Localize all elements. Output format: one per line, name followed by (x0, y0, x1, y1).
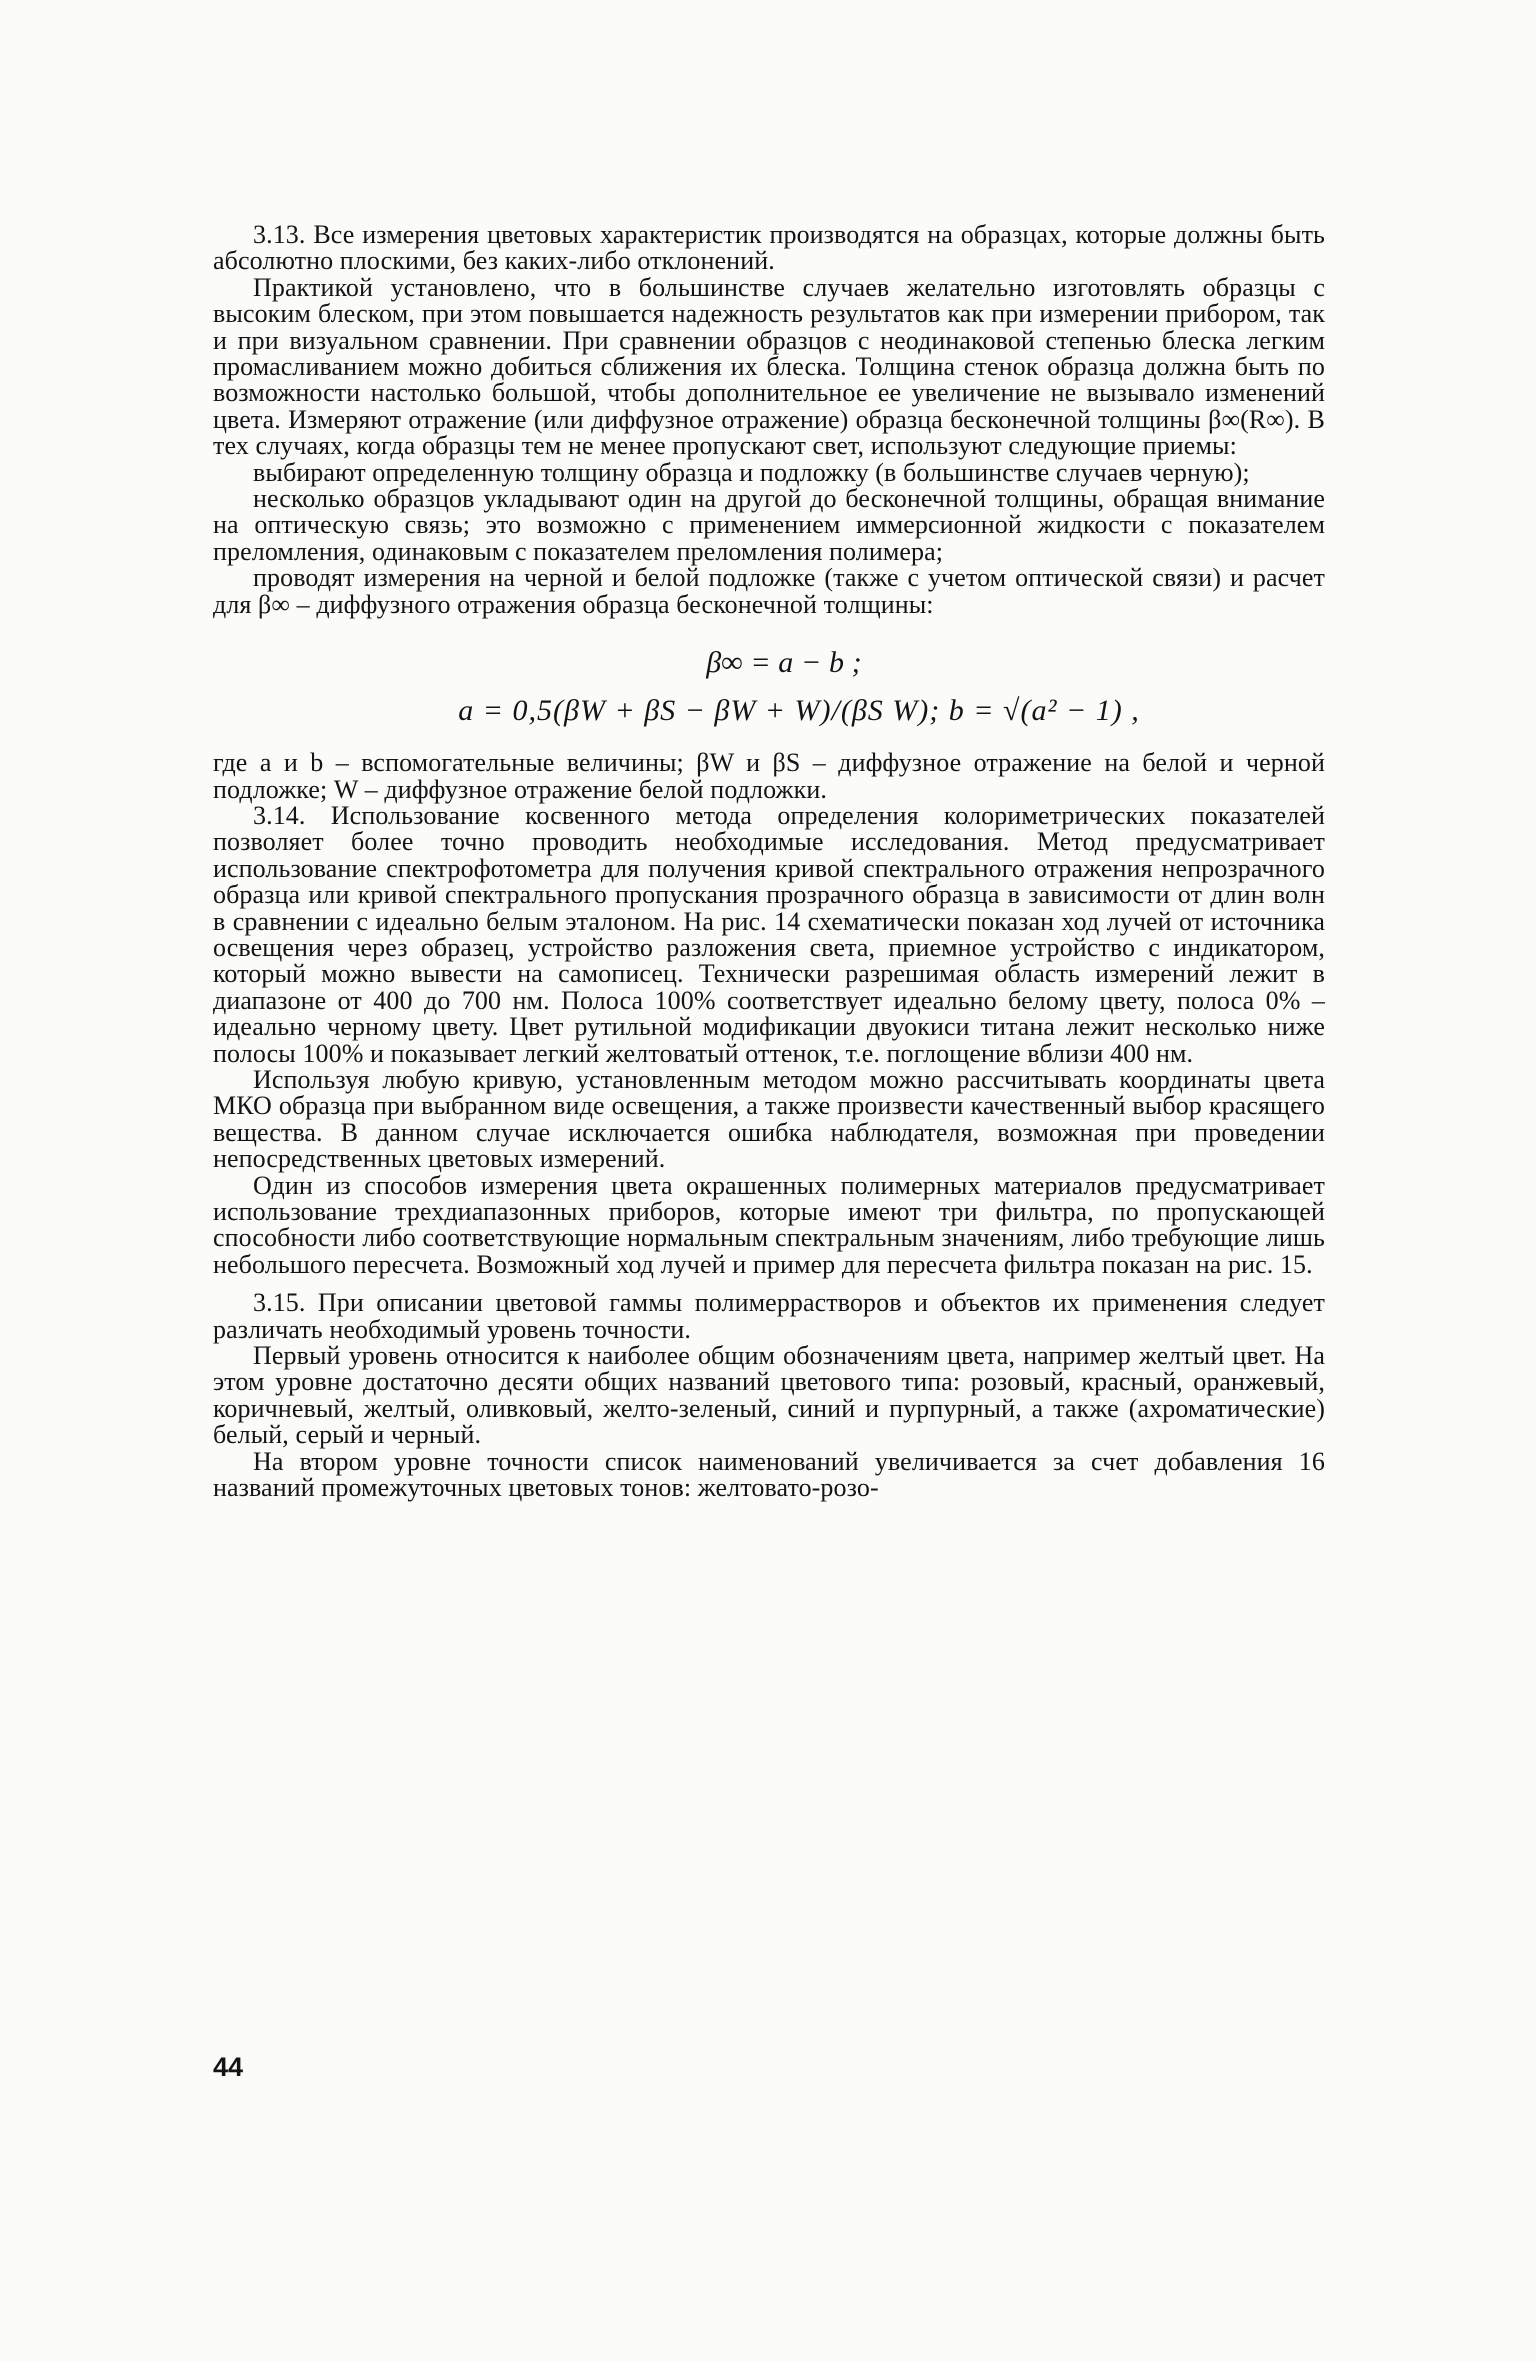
paragraph-method-2: несколько образцов укладывают один на другой до бесконечной толщины, обращая внимание на оптическую связь; это возможно с применением иммерсионной жидкости с показателем преломления, одинаковым с показателем преломления полимера; (213, 484, 1325, 566)
body-text (213, 222, 1325, 1501)
paragraph-second-level: На втором уровне точности список наименований увеличивается за счет добавления 16 названий промежуточных цветовых тонов: желтовато-розо- (213, 1446, 1325, 1503)
paragraph-where: где a и b – вспомогательные величины; βW и βS – диффузное отражение на белой и черной подложке; W – диффузное отражение белой подложки. (213, 748, 1325, 804)
page-number: 44 (213, 2052, 244, 2082)
paragraph-3-13: 3.13. Все измерения цветовых характеристик производятся на образцах, которые должны быть абсолютно плоскими, без каких-либо отклонений. (213, 220, 1325, 276)
formula-a-b: a = 0,5(βW + βS − βW + W)/(βS W); b = √(a² − 1) , (458, 694, 1140, 728)
paragraph-practice: Практикой установлено, что в большинстве случаев желательно изготовлять образцы с высоким блеском, при этом повышается надежность результатов как при измерении прибором, так и при визуальном сравнении. При сравнении образцов с неодинаковой степенью блеска легким промасливанием можно добиться сближения их блеска. Толщина стенок образца должна быть по возможности настолько большой, чтобы дополнительное ее увеличение не вызывало изменений цвета. Измеряют отражение (или диффузное отражение) образца бесконечной толщины β∞(R∞). В тех случаях, когда образцы тем не менее пропускают свет, используют следующие приемы: (213, 272, 1325, 461)
paragraph-3-14: 3.14. Использование косвенного метода определения колориметрических показателей позволяет более точно проводить необходимые исследования. Метод предусматривает использование спектрофотометра для получения кривой спектрального отражения непрозрачного образца или кривой спектрального пропускания прозрачного образца в зависимости от длин волн в сравнении с идеально белым эталоном. На рис. 14 схематически показан ход лучей от источника освещения через образец, устройство разложения света, приемное устройство с индикатором, который можно вывести на самописец. Технически разрешимая область измерений лежит в диапазоне от 400 до 700 нм. Полоса 100% соответствует идеально белому цвету, полоса 0% – идеально черному цвету. Цвет рутильной модификации двуокиси титана лежит несколько ниже полосы 100% и показывает легкий желтоватый оттенок, т.е. поглощение вблизи 400 нм. (213, 800, 1325, 1068)
paragraph-first-level: Первый уровень относится к наиболее общим обозначениям цвета, например желтый цвет. На этом уровне достаточно десяти общих названий цветового типа: розовый, красный, оранжевый, коричневый, желтый, оливковый, желто-зеленый, синий и пурпурный, а также (ахроматические) белый, серый и черный. (213, 1341, 1325, 1450)
paragraph-tristimulus: Один из способов измерения цвета окрашенных полимерных материалов предусматривает использование трехдиапазонных приборов, которые имеют три фильтра, по пропускающей способности либо соответствующие нормальным спектральным значениям, либо требующие лишь небольшого пересчета. Возможный ход лучей и пример для пересчета фильтра показан на рис. 15. (213, 1170, 1325, 1279)
paragraph-method-1: выбирают определенную толщину образца и подложку (в большинстве случаев черную); (253, 457, 1250, 487)
paragraph-method-3: проводят измерения на черной и белой подложке (также с учетом оптической связи) и расчет для β∞ – диффузного отражения образца бесконечной толщины: (213, 563, 1325, 619)
paragraph-curve: Используя любую кривую, установленным методом можно рассчитывать координаты цвета МКО образца при выбранном виде освещения, а также произвести качественный выбор красящего вещества. В данном случае исключается ошибка наблюдателя, возможная при проведении непосредственных цветовых измерений. (213, 1064, 1325, 1174)
paragraph-3-15: 3.15. При описании цветовой гаммы полимеррастворов и объектов их применения следует различать необходимый уровень точности. (213, 1288, 1325, 1344)
formula-beta-infinity: β∞ = a − b ; (706, 646, 862, 680)
